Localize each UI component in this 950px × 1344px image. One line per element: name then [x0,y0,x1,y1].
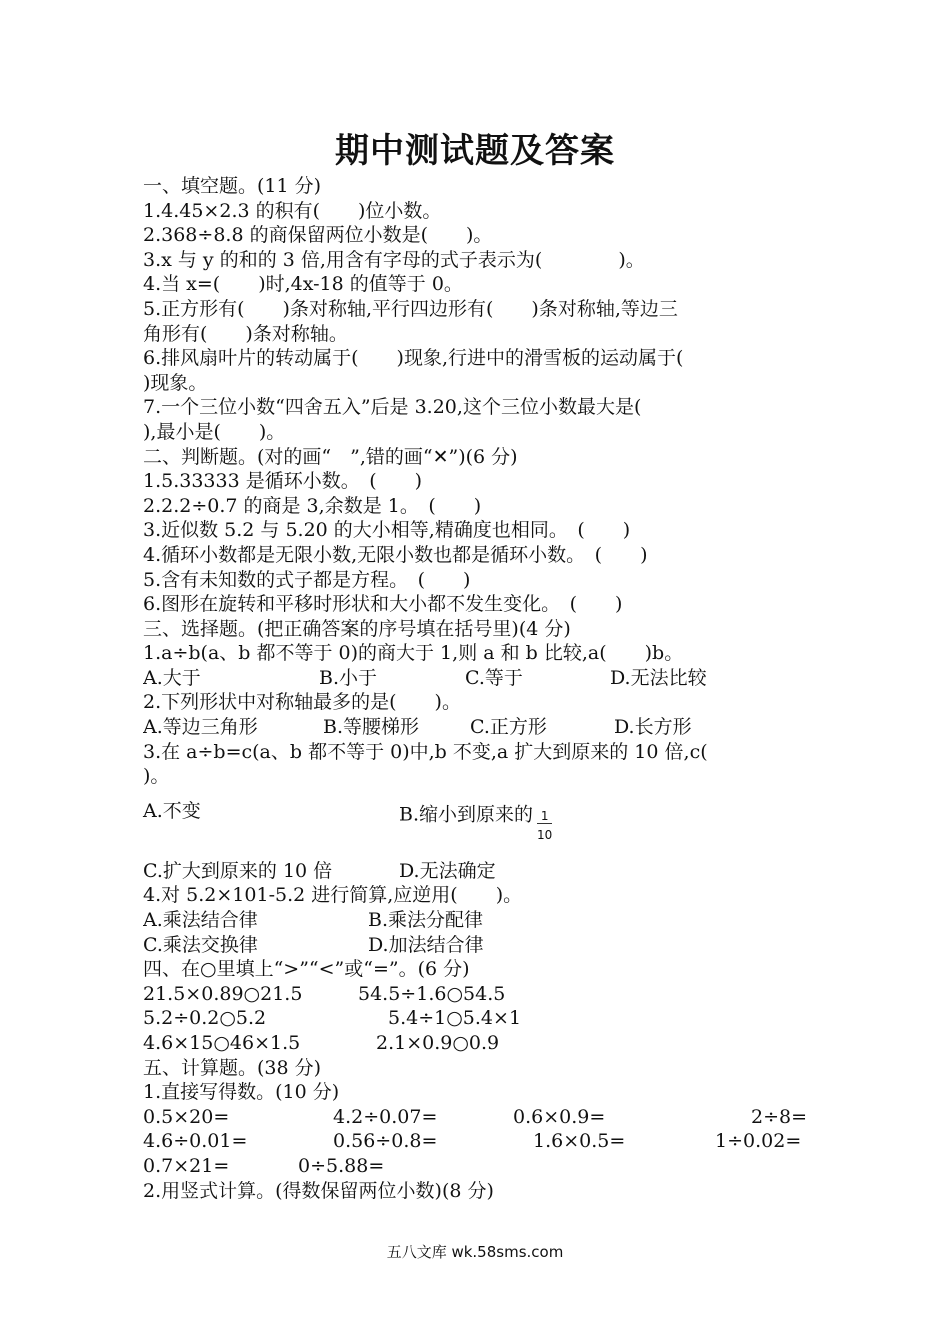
section-heading: 三、选择题。(把正确答案的序号填在括号里)(4 分) [143,617,571,640]
option: D.加法结合律 [368,933,484,956]
calc-item: 0.5×20= [143,1105,230,1128]
option-row [143,799,813,859]
question-continued: ),最小是( )。 [143,420,286,443]
question: 1.4.45×2.3 的积有( )位小数。 [143,199,442,222]
calc-item: 0.56÷0.8= [333,1130,438,1153]
exam-content [143,174,813,1203]
option-row [143,666,813,691]
compare-item: 5.4÷1○5.4×1 [388,1007,522,1030]
section-heading: 四、在○里填上“>”“<”或“=”。(6 分) [143,958,470,981]
question: 1.5.33333 是循环小数。 ( ) [143,470,423,493]
calc-item: 0÷5.88= [298,1154,385,1177]
compare-row [143,1031,813,1056]
compare-item: 21.5×0.89○21.5 [143,982,303,1005]
compare-item: 54.5÷1.6○54.5 [358,982,506,1005]
calc-item: 1.6×0.5= [533,1130,626,1153]
calc-row [143,1129,813,1154]
question: 3.近似数 5.2 与 5.20 的大小相等,精确度也相同。 ( ) [143,519,631,542]
section-heading: 一、填空题。(11 分) [143,175,322,197]
question: 4.当 x=( )时,4x-18 的值等于 0。 [143,273,463,296]
question: 2.下列形状中对称轴最多的是( )。 [143,691,461,714]
question: 6.排风扇叶片的转动属于( )现象,行进中的滑雪板的运动属于( [143,347,684,370]
compare-row [143,982,813,1007]
question: 4.对 5.2×101-5.2 进行简算,应逆用( )。 [143,884,523,907]
page-title: 期中测试题及答案 [335,131,615,171]
option-row [143,859,813,884]
option: B.乘法分配律 [368,909,484,932]
compare-item: 5.2÷0.2○5.2 [143,1007,267,1030]
fraction-numerator: 1 [537,809,552,824]
option: D.无法确定 [399,859,496,882]
option-row [143,908,813,933]
calc-item: 4.2÷0.07= [333,1105,438,1128]
fraction [537,809,552,842]
subsection-heading: 2.用竖式计算。(得数保留两位小数)(8 分) [143,1179,494,1202]
question-continued: 角形有( )条对称轴。 [143,322,348,345]
option: B.缩小到原来的 [399,803,534,826]
compare-row [143,1006,813,1031]
question: 7.一个三位小数“四舍五入”后是 3.20,这个三位小数最大是( [143,396,642,419]
option: A.乘法结合律 [143,909,258,932]
option: C.扩大到原来的 10 倍 [143,859,333,882]
option-row [143,715,813,740]
calc-item: 0.6×0.9= [513,1105,606,1128]
question: 4.循环小数都是无限小数,无限小数也都是循环小数。 ( ) [143,543,648,566]
calc-item: 2÷8= [751,1105,808,1128]
question: 5.含有未知数的式子都是方程。 ( ) [143,568,471,591]
question: 3.在 a÷b=c(a、b 都不等于 0)中,b 不变,a 扩大到原来的 10 倍,c( [143,740,708,763]
option: D.长方形 [614,716,692,739]
option: C.乘法交换律 [143,933,258,956]
option-row [143,933,813,958]
question: 3.x 与 y 的和的 3 倍,用含有字母的式子表示为( )。 [143,248,645,271]
question-continued: )。 [143,765,170,788]
option: B.等腰梯形 [323,716,420,739]
question: 6.图形在旋转和平移时形状和大小都不发生变化。 ( ) [143,593,623,616]
question: 5.正方形有( )条对称轴,平行四边形有( )条对称轴,等边三 [143,297,678,320]
question: 2.2.2÷0.7 的商是 3,余数是 1。 ( ) [143,494,482,517]
calc-row [143,1154,813,1179]
option: A.大于 [143,666,201,689]
option: C.等于 [465,666,523,689]
compare-item: 2.1×0.9○0.9 [376,1032,500,1054]
question: 1.a÷b(a、b 都不等于 0)的商大于 1,则 a 和 b 比较,a( )b。 [143,642,684,665]
option: C.正方形 [470,716,547,739]
calc-item: 4.6÷0.01= [143,1130,248,1153]
option: A.等边三角形 [143,716,258,739]
question-continued: )现象。 [143,371,208,394]
section-heading: 五、计算题。(38 分) [143,1056,322,1079]
calc-item: 1÷0.02= [715,1130,802,1153]
option: A.不变 [143,799,201,822]
compare-item: 4.6×15○46×1.5 [143,1032,301,1054]
footer-watermark: 五八文库 wk.58sms.com [386,1243,564,1261]
fraction-denominator: 10 [537,827,553,842]
subsection-heading: 1.直接写得数。(10 分) [143,1081,340,1104]
question: 2.368÷8.8 的商保留两位小数是( )。 [143,224,493,247]
option: B.小于 [319,666,378,689]
calc-item: 0.7×21= [143,1154,230,1177]
section-heading: 二、判断题。(对的画“ ”,错的画“✕”)(6 分) [143,445,518,468]
option-with-fraction [399,799,699,859]
calc-row [143,1105,813,1130]
option: D.无法比较 [610,666,707,689]
